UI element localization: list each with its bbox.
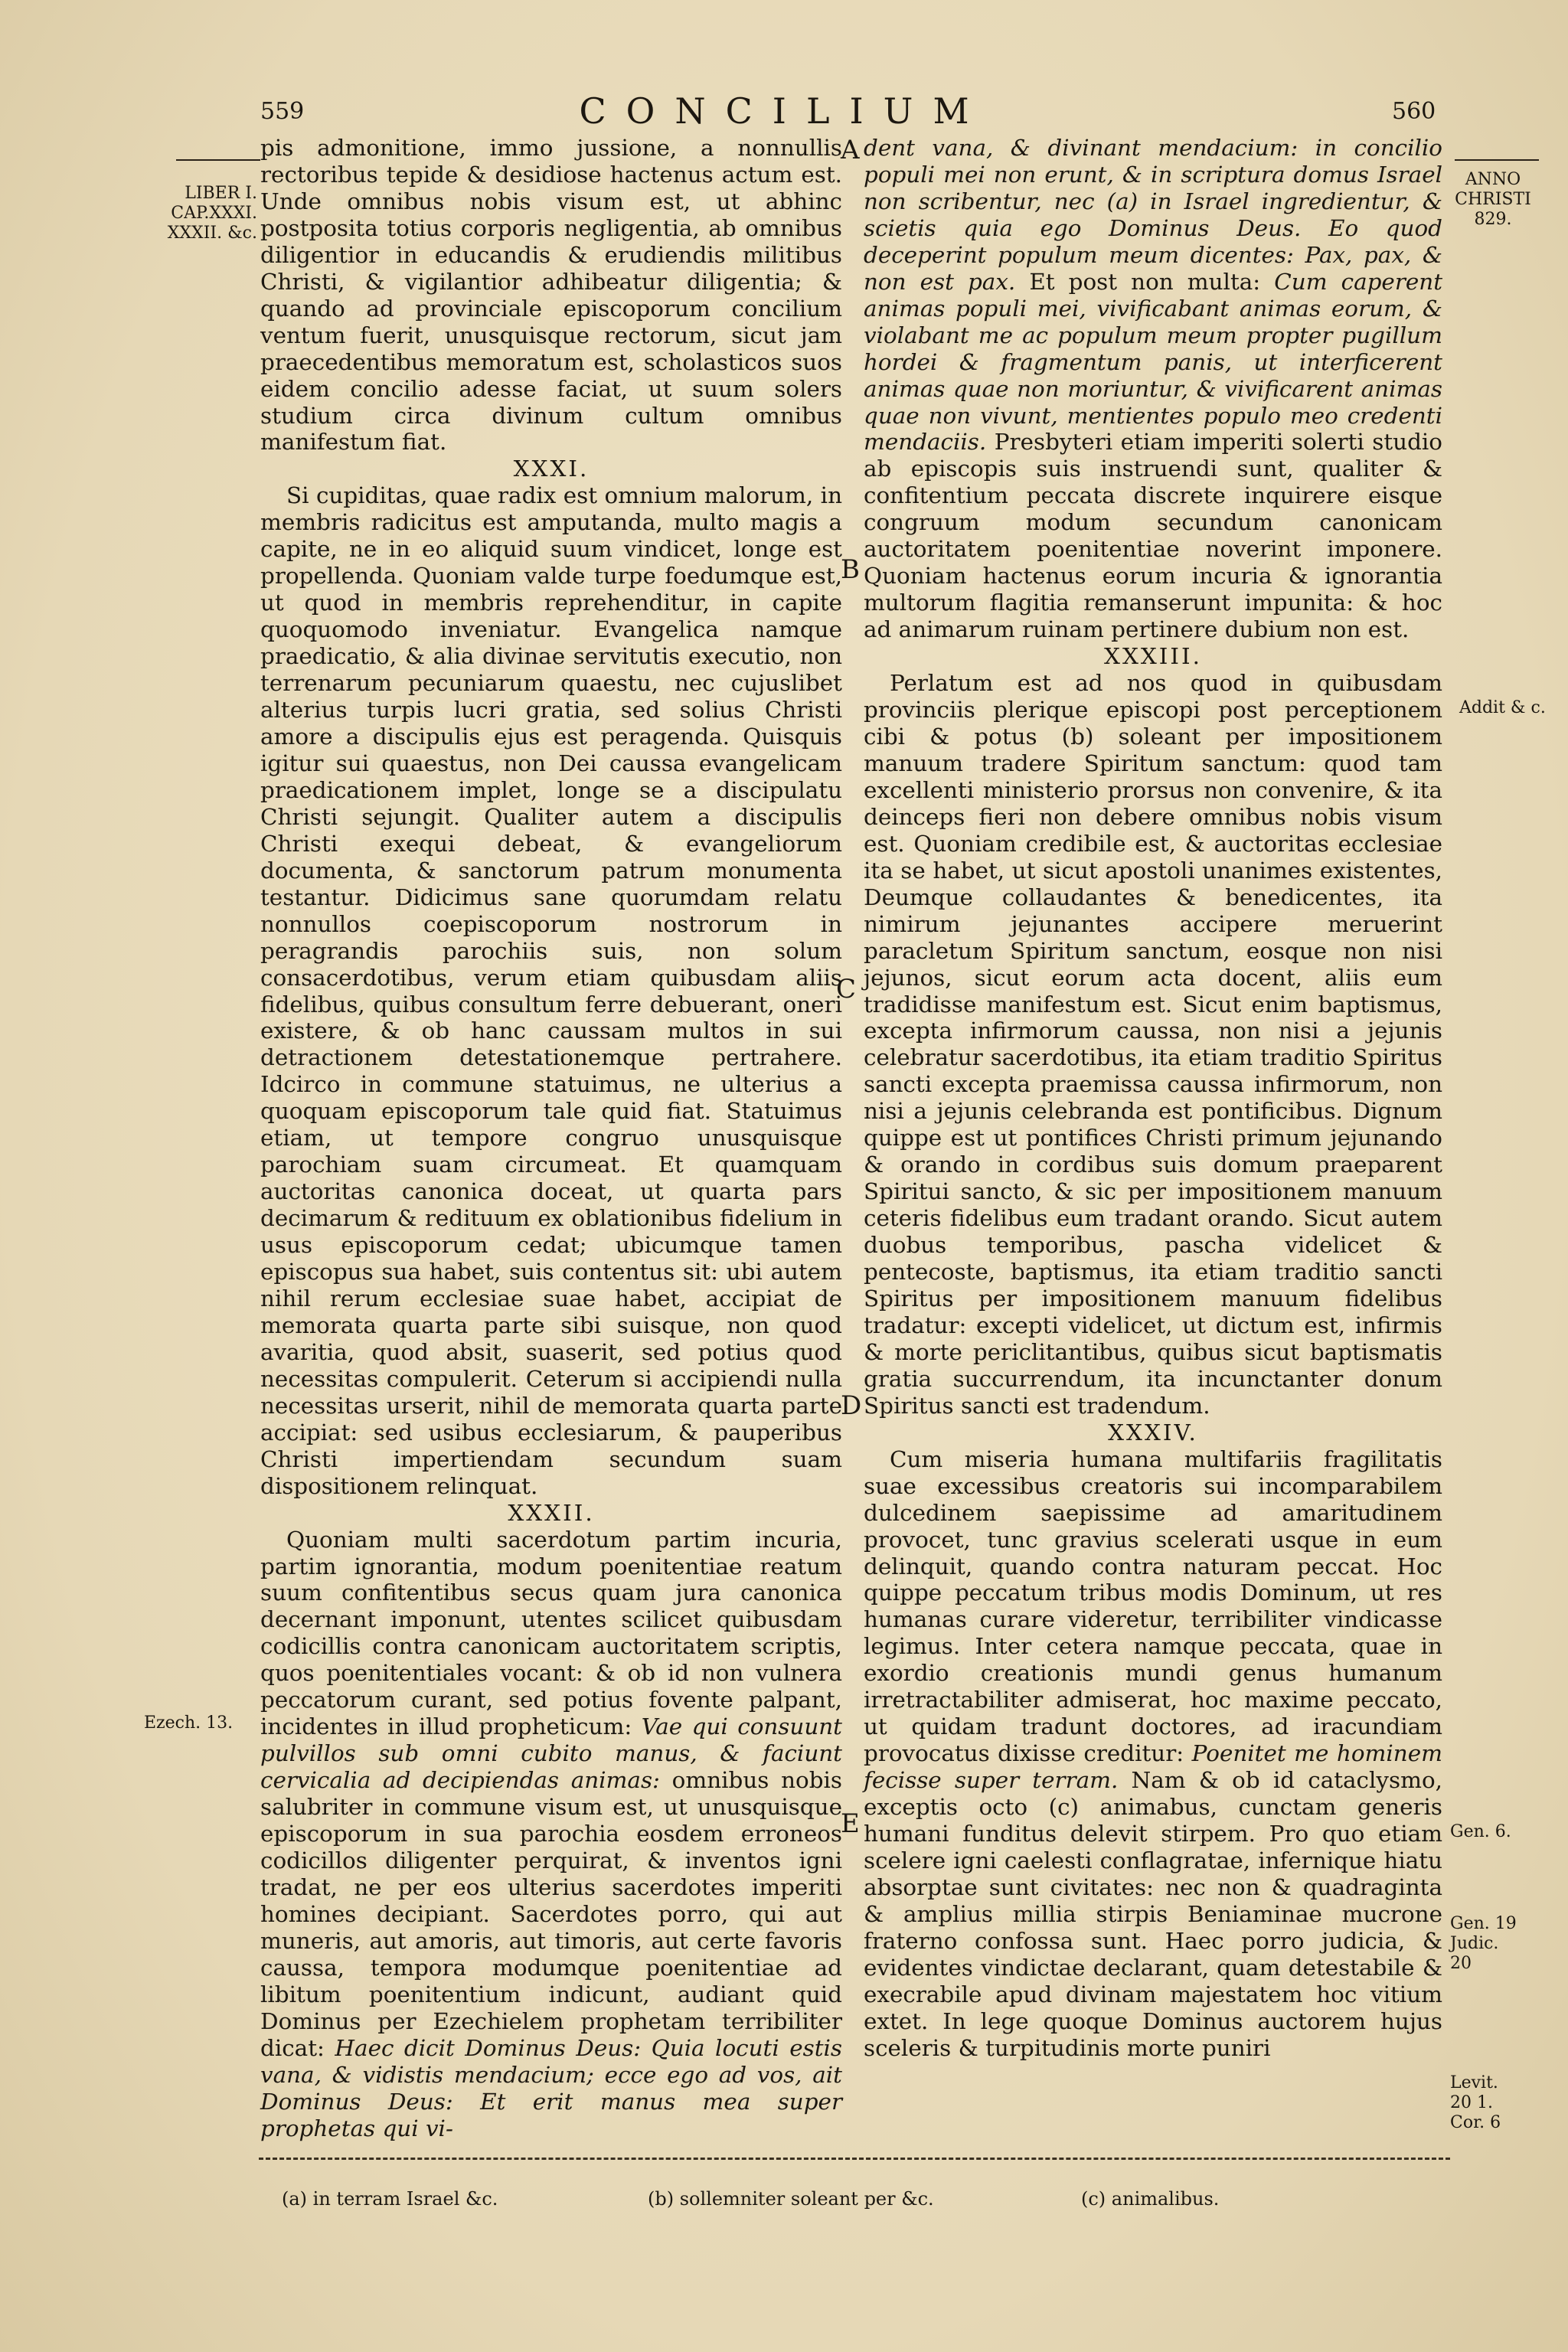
paragraph-xxxiii: Perlatum est ad nos quod in quibusdam provinciis plerique episcopi post perceptionem cibi & potus (b) soleant per impositionem manuum tradere Spiritum sanctum: quod tam excellenti ministerio prorsus non convenire, & ita deinceps fieri non debere omnibus nobis visum est. Quoniam credibile est, & auctoritas ecclesiae ita se habet, ut sicut apostoli unanimes existentes, Deumque collaudantes & benedicentes, ita nimirum jejunantes accipere meruerint paracletum Spiritum sanctum, eosque non nisi jejunos, sicut eorum acta docent, aliis eum tradidisse manifestum est. Sicut enim baptismus, excepta infirmorum caussa, non nisi a jejunis celebratur sacerdotibus, ita etiam traditio Spiritus sancti excepta praemissa caussa infirmorum, non nisi a jejunis celebranda est pontificibus. Dignum quippe est ut pontifices Christi primum jejunando & orando in cordibus suis domum praeparent Spiritui sancto, & sic per impositionem manuum ceteris fidelibus eum tradant orando. Sicut autem duobus temporibus, pascha videlicet & pentecoste, baptismus, ita etiam traditio sancti Spiritus per impositionem manuum fidelibus tradatur: excepti videlicet, ut dictum est, infirmis & morte periclitantibus, quibus sicut baptismatis gratia succurrendum, ita incunctanter donum Spiritus sancti est tradendum. bbox=[864, 670, 1442, 1419]
chapter-heading-xxxi: XXXI. bbox=[513, 456, 590, 482]
right-column bbox=[864, 135, 1442, 2062]
margin-note-levit: Levit. 20 1. Cor. 6 bbox=[1450, 2073, 1501, 2132]
chapter-heading-xxxiv: XXXIV. bbox=[1108, 1419, 1198, 1446]
margin-note-anno: ANNO CHRISTI 829. bbox=[1455, 170, 1531, 229]
left-column bbox=[260, 135, 842, 2141]
side-letter-c: C bbox=[836, 974, 857, 1004]
side-letter-e: E bbox=[841, 1808, 860, 1839]
paragraph-xxxi: Si cupiditas, quae radix est omnium malorum, in membris radicitus est amputanda, multo magis a capite, ne in eo aliquid suum vindicet, longe est propellenda. Quoniam valde turpe foedumque est, ut quod in membris reprehenditur, in capite quoquomodo inveniatur. Evangelica namque praedicatio, & alia divinae servitutis executio, non terrenarum pecuniarum quaestu, nec cujuslibet alterius turpis lucri gratia, sed solius Christi amore a discipulis ejus est peragenda. Quisquis igitur sui quaestus, non Dei caussa evangelicam praedicationem implet, longe se a discipulatu Christi sejungit. Qualiter autem a discipulis Christi exequi debeat, & evangeliorum documenta, & sanctorum patrum monumenta testantur. Didicimus sane quorumdam relatu nonnullos coepiscoporum nostrorum in peragrandis parochiis suis, non solum consacerdotibus, verum etiam quibusdam aliis fidelibus, quibus consultum ferre debuerant, oneri existere, & ob hanc caussam multos in sui detractionem detestationemque pertrahere. Idcirco in commune statuimus, ne ulterius a quoquam episcoporum tale quid fiat. Statuimus etiam, ut tempore congruo unusquisque parochiam suam circumeat. Et quamquam auctoritas canonica doceat, ut quarta pars decimarum & redituum ex oblationibus fidelium in usus episcoporum cedat; ubicumque tamen episcopus sua habet, suis contentus sit: ubi autem nihil rerum ecclesiae suae habet, accipiat de memorata quarta parte sibi suisque, non quod avaritia, quod absit, suaserit, sed potius quod necessitas compulerit. Ceterum si accipiendi nulla necessitas urserit, nihil de memorata quarta parte accipiat: sed usibus ecclesiarum, & pauperibus Christi impertiendam secundum suam dispositionem relinquat. bbox=[260, 482, 842, 1499]
margin-note-gen19: Gen. 19 Judic. 20 bbox=[1450, 1914, 1517, 1973]
chapter-heading-xxxiii: XXXIII. bbox=[1104, 643, 1202, 670]
running-title: CONCILIUM bbox=[579, 90, 989, 132]
text-run: Quoniam multi sacerdotum partim incuria, partim ignorantia, modum poenitentiae reatum suum confitentibus secus quam jura canonica decernant imponunt, utentes scilicet quibusdam codicillis contra canonicam auctoritatem scriptis, quos poenitentiales vocant: & ob id non vulnera peccatorum curant, sed potius fovente palpant, incidentes in illud propheticum: bbox=[260, 1526, 842, 1740]
text-run: Presbyteri etiam imperiti solerti studio ab episcopis suis instruendi sunt, qualiter & confitentium peccata discrete inquirere eisque congruum modum secundum canonicam auctoritatem poenitentiae noverint imponere. Quoniam hactenus eorum incuria & ignorantia multorum flagitia remanserunt impunita: & hoc ad animarum ruinam pertinere dubium non est. bbox=[864, 429, 1443, 643]
page-number-right: 560 bbox=[1392, 98, 1436, 125]
margin-dash-right bbox=[1455, 159, 1539, 161]
side-letter-b: B bbox=[841, 554, 860, 585]
margin-note-gen: Gen. 6. bbox=[1450, 1822, 1511, 1841]
footnote-c: (c) animalibus. bbox=[1081, 2188, 1220, 2210]
footnote-rule bbox=[259, 2158, 1450, 2160]
side-letter-d: D bbox=[841, 1390, 862, 1421]
paragraph-xxxii bbox=[260, 1527, 842, 2142]
scripture-quote: Vae qui consuunt pulvillos sub omni cubito manus, & faciunt cervicalia ad decipiendas animas: bbox=[260, 1713, 842, 1794]
paragraph-xxxiv bbox=[864, 1446, 1442, 2062]
page-number-left: 559 bbox=[260, 98, 305, 125]
margin-note-ezech: Ezech. 13. bbox=[144, 1713, 234, 1733]
side-letter-a: A bbox=[841, 135, 860, 165]
chapter-heading-xxxii: XXXII. bbox=[508, 1499, 595, 1526]
scripture-quote: Poenitet me hominem fecisse super terram. bbox=[864, 1740, 1442, 1794]
scripture-quote: Cum caperent animas populi mei, vivificabant animas eorum, & violabant me ac populum meum propter pugillum hordei & fragmentum panis, ut interficerent animas quae non moriuntur, & vivificarent animas quae non vivunt, mentientes populo meo credenti mendaciis. bbox=[864, 268, 1443, 456]
margin-note-addit: Addit & c. bbox=[1459, 698, 1546, 717]
scripture-quote: dent vana, & divinant mendacium: in concilio populi mei non erunt, & in scriptura domus Israel non scribentur, nec (a) in Israel ingredientur, & scietis quia ego Dominus Deus. Eo quod deceperint populum meum dicentes: Pax, pax, & non est pax. bbox=[864, 135, 1442, 295]
text-run: Cum miseria humana multifariis fragilitatis suae excessibus creatoris sui incomparabilem dulcedinem saepissime ad amaritudinem provocet, tunc gravius scelerati usque in eum delinquit, quando contra naturam peccat. Hoc quippe peccatum tribus modis Dominum, ut res humanas curare videretur, terribiliter vindicasse legimus. Inter cetera namque peccata, quae in exordio creationis mundi genus humanum irretractabiliter admiserat, hoc maxime peccato, ut quidam tradunt doctores, ad iracundiam provocatus dixisse creditur: bbox=[864, 1446, 1442, 1767]
paragraph-continuation: pis admonitione, immo jussione, a nonnullis rectoribus tepide & desidiose hactenus actum est. Unde omnibus nobis visum est, ut abhinc postposita totius corporis negligentia, ab omnibus diligentior in educandis & erudiendis militibus Christi, & vigilantior adhibeatur diligentia; & quando ad provinciale episcoporum concilium ventum fuerit, unusquisque rectorum, sicut jam praecedentibus memoratum est, scholasticos suos eidem concilio adesse faciat, ut suum solers studium circa divinum cultum omnibus manifestum fiat. bbox=[260, 135, 842, 456]
text-run: Et post non multa: bbox=[1029, 268, 1261, 295]
paragraph-continuation bbox=[864, 135, 1442, 643]
margin-dash-left bbox=[176, 159, 260, 161]
footnote-a: (a) in terram Israel &c. bbox=[282, 2188, 498, 2210]
scripture-quote: Haec dicit Dominus Deus: Quia locuti estis vana, & vidistis mendacium; ecce ego ad vos, ait Dominus Deus: Et erit manus mea super prophetas qui vi- bbox=[260, 2034, 843, 2141]
margin-note-liber: LIBER I. CAP.XXXI. XXXII. &c. bbox=[167, 184, 257, 243]
footnote-b: (b) sollemniter soleant per &c. bbox=[648, 2188, 934, 2210]
text-run: omnibus nobis salubriter in commune visum est, ut unusquisque episcoporum in sua parochia eosdem erroneos codicillos diligenter perquirat, & inventos igni tradat, ne per eos ulterius sacerdotes imperiti homines decipiant. Sacerdotes porro, qui aut muneris, aut amoris, aut timoris, aut certe favoris caussa, tempora modumque poenitentiae ad libitum poenitentium indicunt, audiant quid Dominus per Ezechielem prophetam terribiliter dicat: bbox=[260, 1767, 843, 2061]
text-run: Nam & ob id cataclysmo, exceptis octo (c) animabus, cunctam generis humani funditus delevit stirpem. Pro quo etiam scelere igni caelesti conflagratae, infernique hiatu absorptae sunt civitates: nec non & quadraginta & amplius millia stirpis Beniaminae mucrone fraterno confossa sunt. Haec porro judicia, & evidentes vindictae declarant, quam detestabile & execrabile apud divinam majestatem hoc vitium extet. In lege quoque Dominus auctorem hujus sceleris & turpitudinis morte puniri bbox=[864, 1767, 1443, 2061]
